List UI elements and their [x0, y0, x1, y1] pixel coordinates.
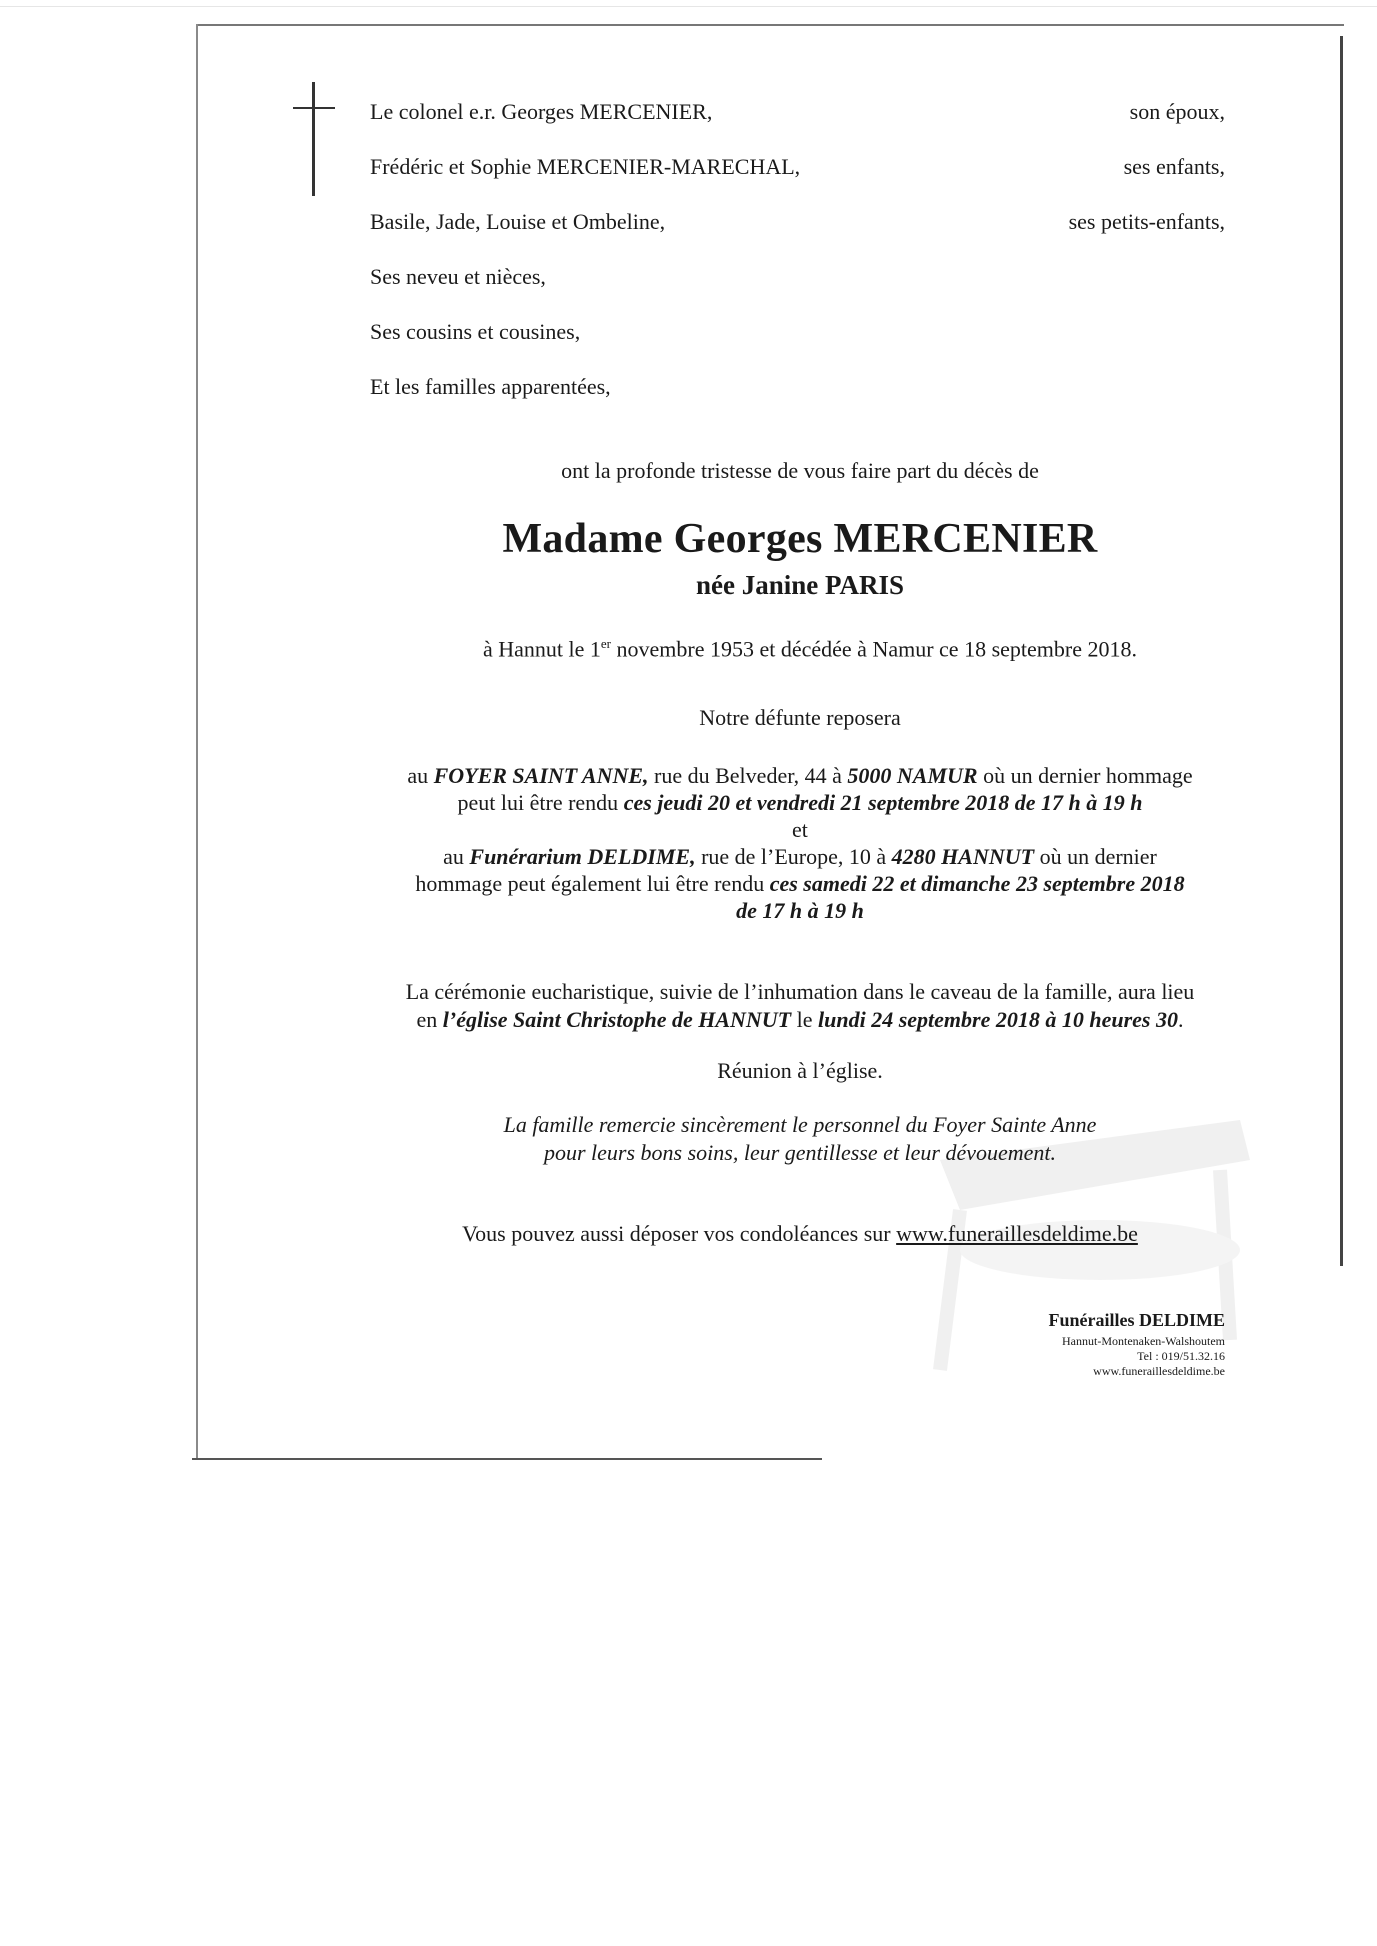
- family-name: Le colonel e.r. Georges MERCENIER,: [370, 99, 713, 124]
- ceremony-line1: La cérémonie eucharistique, suivie de l’inhumation dans le caveau de la famille, aura lieu: [405, 979, 1195, 1004]
- family-relation: son époux,: [1129, 99, 1225, 124]
- family-name: Basile, Jade, Louise et Ombeline,: [370, 209, 666, 234]
- frame-top-border: [198, 24, 1344, 26]
- thanks-line2: pour leurs bons soins, leur gentillesse et leur dévouement.: [543, 1140, 1057, 1165]
- family-name: Frédéric et Sophie MERCENIER-MARECHAL,: [370, 154, 801, 179]
- announcement: ont la profonde tristesse de vous faire part du décès de: [561, 458, 1039, 483]
- family-name: Ses cousins et cousines,: [370, 319, 581, 344]
- frame-right-border: [1340, 36, 1343, 1266]
- rest-second-line2: hommage peut également lui être rendu ces samedi 22 et dimanche 23 septembre 2018: [415, 871, 1185, 896]
- cross-icon-bar: [293, 107, 335, 109]
- family-name: Ses neveu et nièces,: [370, 264, 546, 289]
- condolences-line: Vous pouvez aussi déposer vos condoléances sur www.funeraillesdeldime.be: [462, 1221, 1138, 1246]
- rest-intro: Notre défunte reposera: [699, 705, 901, 730]
- funeral-home-phone: Tel : 019/51.32.16: [1137, 1349, 1225, 1363]
- condolences-link[interactable]: www.funeraillesdeldime.be: [896, 1221, 1138, 1246]
- rest-second-hours: de 17 h à 19 h: [736, 898, 864, 923]
- funeral-home-web: www.funeraillesdeldime.be: [1093, 1364, 1225, 1378]
- family-relation: ses petits-enfants,: [1068, 209, 1225, 234]
- rest-first-line2: peut lui être rendu ces jeudi 20 et vendredi 21 septembre 2018 de 17 h à 19 h: [457, 790, 1143, 815]
- frame-left-border: [196, 24, 198, 1460]
- birth-death-line: à Hannut le 1er novembre 1953 et décédée à Namur ce 18 septembre 2018.: [483, 636, 1137, 662]
- frame-bottom-border: [192, 1458, 822, 1460]
- family-name: Et les familles apparentées,: [370, 374, 611, 399]
- scan-edge: [0, 6, 1377, 7]
- rest-second-line1: au Funérarium DELDIME, rue de l’Europe, 10 à 4280 HANNUT où un dernier: [443, 844, 1157, 869]
- funeral-home-name: Funérailles DELDIME: [1048, 1310, 1225, 1330]
- cross-icon: [312, 82, 315, 196]
- funeral-home-location: Hannut-Montenaken-Walshoutem: [1062, 1334, 1225, 1348]
- deceased-maiden-name: née Janine PARIS: [695, 570, 904, 600]
- family-relation: ses enfants,: [1123, 154, 1225, 179]
- ceremony-line2: en l’église Saint Christophe de HANNUT le lundi 24 septembre 2018 à 10 heures 30.: [416, 1007, 1184, 1032]
- deceased-name: Madame Georges MERCENIER: [502, 516, 1098, 562]
- rest-first-line1: au FOYER SAINT ANNE, rue du Belveder, 44 à 5000 NAMUR où un dernier hommage: [407, 763, 1193, 788]
- thanks-line1: La famille remercie sincèrement le personnel du Foyer Sainte Anne: [503, 1112, 1097, 1137]
- reunion-note: Réunion à l’église.: [717, 1058, 883, 1083]
- rest-and: et: [792, 817, 808, 842]
